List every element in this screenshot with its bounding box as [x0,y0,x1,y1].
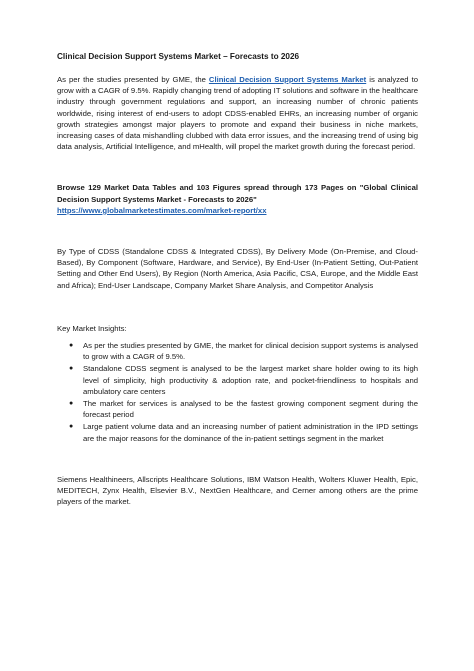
bullet-icon: ● [69,342,74,350]
market-report-link[interactable]: Clinical Decision Support Systems Market [208,75,367,84]
list-item [69,363,418,397]
segments-paragraph: By Type of CDSS (Standalone CDSS & Integrated CDSS), By Delivery Mode (On-Premise, and Cloud-Based), By Component (Software, Hardware, and Service), By End-User (In-Patient Setting, Out-Patient Setting and Other End Users), By Region (North America, Asia Pacific, CSA, Europe, and the Middle East and Africa); End-User Landscape, Company Market Share Analysis, and Competitor Analysis [57,247,418,290]
list-item [69,421,418,443]
insights-list [57,340,418,444]
browse-paragraph [57,182,418,216]
intro-text-after-link: is analyzed to grow with a CAGR of 9.5%. Rapidly changing trend of adopting IT solutions and software in the healthcare industry through government regulations and support, an increasing number of chronic patients worldwide, rising interest of end-users to adopt CDSS-enabled EHRs, an increasing number of organic growth strategies amongst major players to promote and expand their business in niche markets, increasing cases of data mishandling clubbed with data error issues, and the increasing trend of using big data analysis, Artificial Intelligence, and mHealth, will propel the market growth during the forecast period. [57,75,418,152]
bullet-icon: ● [69,400,74,408]
list-item [69,398,418,420]
insight-text: The market for services is analysed to be the fastest growing component segment during the forecast period [83,399,418,420]
insights-heading: Key Market Insights: [57,323,127,333]
intro-paragraph [57,74,418,152]
insight-text: Large patient volume data and an increasing number of patient administration in the IPD settings are the major reasons for the dominance of the in-patient settings segment in the market [83,422,418,443]
insight-text: Standalone CDSS segment is analysed to be the largest market share holder owing to its high level of simplicity, high productivity & adoption rate, and pocket-friendliness to hospitals and ambulatory care centers [83,364,418,396]
intro-text-before-link: As per the studies presented by GME, the [57,75,209,84]
bullet-icon: ● [69,365,74,373]
report-url-link[interactable]: https://www.globalmarketestimates.com/market-report/xx [57,205,267,215]
insight-text: As per the studies presented by GME, the market for clinical decision support systems is analysed to grow with a CAGR of 9.5%. [83,341,418,362]
document-title: Clinical Decision Support Systems Market – Forecasts to 2026 [57,52,300,61]
bullet-icon: ● [69,423,74,431]
browse-text: Browse 129 Market Data Tables and 103 Figures spread through 173 Pages on "Global Clinical Decision Support Systems Market - Forecasts to 2026" [57,183,418,204]
players-paragraph: Siemens Healthineers, Allscripts Healthcare Solutions, IBM Watson Health, Wolters Kluwer Health, Epic, MEDITECH, Zynx Health, Elsevier B.V., NextGen Healthcare, and Cerner among others are the prime players of the market. [57,474,418,507]
list-item [69,340,418,362]
